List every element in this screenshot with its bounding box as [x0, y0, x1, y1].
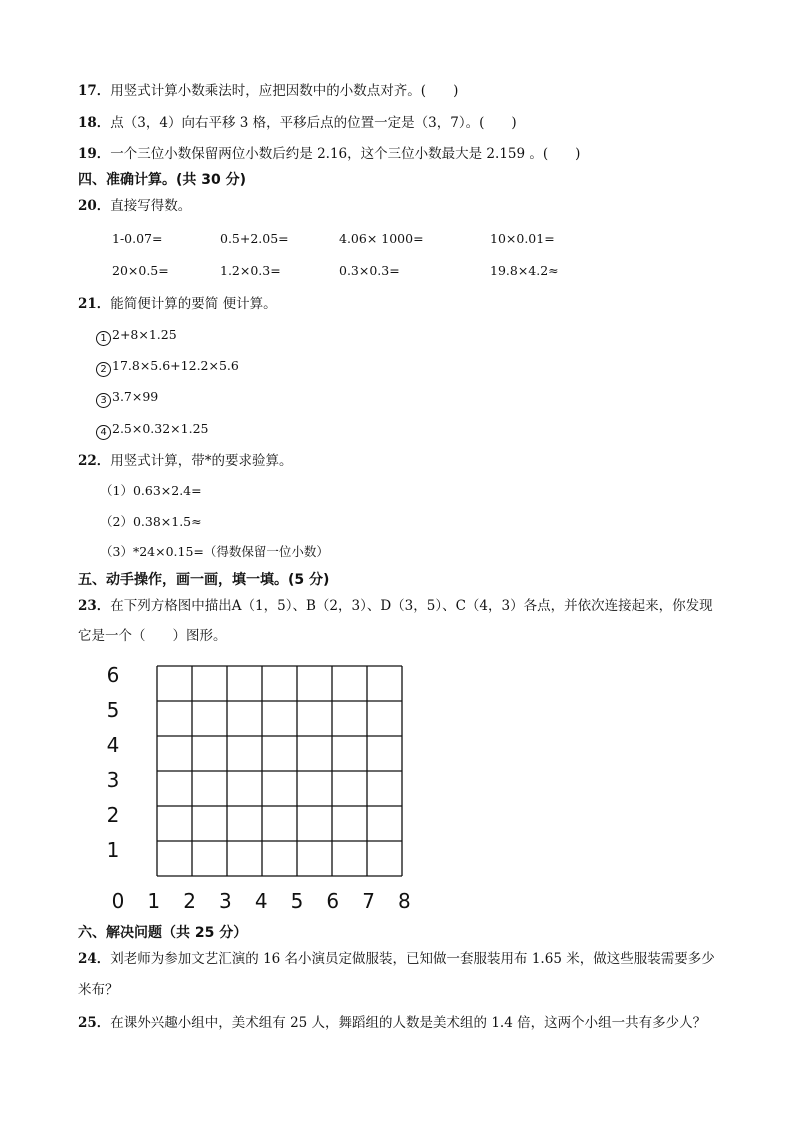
question-18	[78, 114, 517, 132]
question-number: 23．	[78, 598, 111, 614]
calc-item: 4.06× 1000=	[339, 231, 424, 246]
coordinate-grid	[96, 656, 416, 914]
section-4-title: 四、准确计算。(共 30 分)	[78, 172, 247, 188]
question-text: 用竖式计算小数乘法时，应把因数中的小数点对齐。( )	[110, 83, 459, 99]
question-number: 19．	[78, 146, 111, 162]
y-tick-label: 3	[106, 768, 120, 792]
y-tick-label: 6	[106, 663, 120, 687]
x-tick-label: 1	[147, 889, 161, 913]
question-number: 21．	[78, 296, 111, 312]
simplify-item-1	[96, 327, 177, 346]
x-tick-label: 8	[398, 889, 411, 913]
simplify-item-4	[96, 421, 209, 440]
grid-lines	[157, 666, 402, 876]
y-tick-label: 4	[106, 733, 120, 757]
question-23	[78, 597, 713, 615]
calc-item: 0.5+2.05=	[220, 231, 289, 246]
calc-item: 10×0.01=	[490, 231, 555, 246]
x-tick-label: 7	[362, 889, 375, 913]
y-tick-label: 2	[106, 803, 120, 827]
circled-number: 3	[96, 393, 111, 408]
vertical-calc-item: （1）0.63×2.4=	[100, 483, 202, 498]
calc-item: 19.8×4.2≈	[490, 263, 559, 278]
question-text: 点（3，4）向右平移 3 格，平移后点的位置一定是（3，7）。( )	[110, 115, 517, 131]
question-17	[78, 82, 458, 100]
question-text: 在下列方格图中描出A（1，5）、B（2，3）、D（3，5）、C（4，3）各点，并依次连接起来，你发现	[110, 598, 713, 614]
question-number: 17．	[78, 83, 111, 99]
question-text: 一个三位小数保留两位小数后约是 2.16，这个三位小数最大是 2.159 。( )	[110, 146, 581, 162]
question-number: 25．	[78, 1015, 111, 1031]
question-21	[78, 295, 277, 313]
question-text: 直接写得数。	[110, 198, 192, 214]
question-text: 用竖式计算，带*的要求验算。	[110, 453, 293, 469]
expression: 3.7×99	[112, 389, 159, 404]
expression: 2.5×0.32×1.25	[112, 421, 209, 436]
question-number: 22．	[78, 453, 111, 469]
expression: 17.8×5.6+12.2×5.6	[112, 358, 239, 373]
calc-item: 1.2×0.3=	[220, 263, 281, 278]
question-25	[78, 1014, 706, 1032]
x-tick-label: 2	[183, 889, 196, 913]
question-number: 24．	[78, 951, 111, 967]
calc-item: 20×0.5=	[112, 263, 169, 278]
question-24	[78, 950, 715, 968]
calc-item: 1-0.07=	[112, 231, 163, 246]
calc-item: 0.3×0.3=	[339, 263, 400, 278]
expression: 2+8×1.25	[112, 327, 177, 342]
x-tick-label: 5	[290, 889, 304, 913]
question-text: 刘老师为参加文艺汇演的 16 名小演员定做服装，已知做一套服装用布 1.65 米，做这些服装需要多少	[110, 951, 715, 967]
question-23-continued: 它是一个（ ）图形。	[78, 628, 227, 644]
vertical-calc-item: （3）*24×0.15=（得数保留一位小数）	[100, 544, 329, 559]
question-text: 能简便计算的要简 便计算。	[110, 296, 277, 312]
question-number: 20．	[78, 198, 111, 214]
circled-number: 4	[96, 425, 111, 440]
simplify-item-3	[96, 389, 158, 408]
section-6-title: 六、解决问题（共 25 分）	[78, 925, 248, 941]
circled-number: 1	[96, 331, 111, 346]
question-24-continued: 米布？	[78, 982, 119, 998]
x-tick-label: 4	[254, 889, 268, 913]
x-axis-labels	[112, 889, 411, 913]
section-5-title: 五、动手操作，画一画，填一填。(5 分)	[78, 572, 330, 588]
x-tick-label: 0	[111, 889, 125, 913]
x-tick-label: 3	[219, 889, 232, 913]
y-tick-label: 5	[106, 698, 120, 722]
question-19	[78, 145, 580, 163]
y-tick-label: 1	[106, 838, 120, 862]
question-22	[78, 452, 293, 470]
y-axis-labels	[107, 663, 120, 862]
question-text: 在课外兴趣小组中，美术组有 25 人，舞蹈组的人数是美术组的 1.4 倍，这两个小组一共有多少人？	[110, 1015, 707, 1031]
simplify-item-2	[96, 358, 239, 377]
vertical-calc-item: （2）0.38×1.5≈	[100, 514, 202, 529]
x-tick-label: 6	[326, 889, 340, 913]
question-number: 18．	[78, 115, 111, 131]
question-20	[78, 197, 191, 215]
circled-number: 2	[96, 362, 111, 377]
